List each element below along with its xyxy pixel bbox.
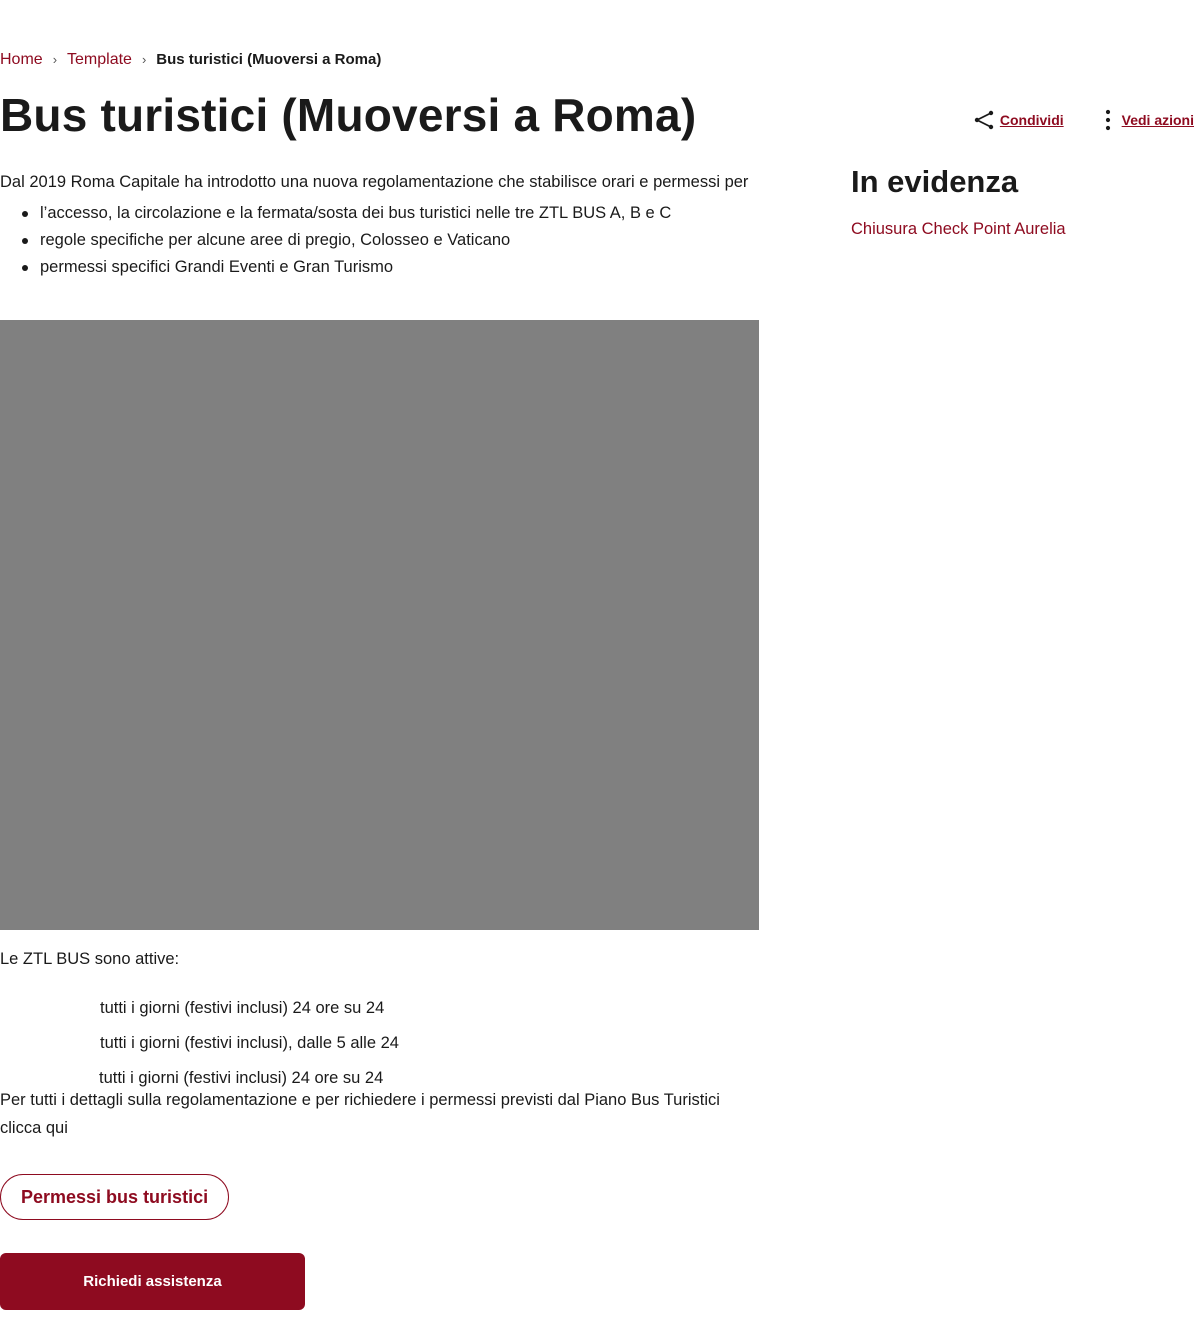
share-icon [972, 108, 996, 132]
breadcrumb-current: Bus turistici (Muoversi a Roma) [156, 51, 382, 68]
page-actions [972, 108, 1194, 132]
list-item: permessi specifici Grandi Eventi e Gran Turismo [22, 254, 760, 281]
main-content [0, 168, 760, 281]
request-assistance-button[interactable]: Richiedi assistenza [0, 1253, 305, 1310]
more-actions[interactable] [1098, 108, 1194, 132]
sidebar-title: In evidenza [851, 164, 1019, 199]
ztl-schedule-row: tutti i giorni (festivi inclusi) 24 ore su 24 [100, 999, 385, 1017]
sidebar [851, 162, 1191, 240]
breadcrumb [0, 50, 381, 70]
rules-list [0, 200, 760, 281]
breadcrumb-separator: › [141, 52, 147, 67]
ztl-active-label: Le ZTL BUS sono attive: [0, 950, 180, 968]
more-vertical-icon [1098, 108, 1118, 132]
list-item: regole specifiche per alcune aree di pregio, Colosseo e Vaticano [22, 227, 760, 254]
image-placeholder [0, 320, 759, 930]
list-item: l’accesso, la circolazione e la fermata/sosta dei bus turistici nelle tre ZTL BUS A, B e C [22, 200, 760, 227]
share-action[interactable] [972, 108, 1064, 132]
breadcrumb-template-link[interactable]: Template [67, 51, 132, 68]
intro-paragraph: Dal 2019 Roma Capitale ha introdotto una nuova regolamentazione che stabilisce orari e permessi per [0, 173, 749, 191]
sidebar-highlight-link[interactable]: Chiusura Check Point Aurelia [851, 220, 1066, 238]
permits-button[interactable]: Permessi bus turistici [0, 1174, 229, 1220]
ztl-schedule-row: tutti i giorni (festivi inclusi), dalle 5 alle 24 [100, 1034, 399, 1052]
breadcrumb-home-link[interactable]: Home [0, 51, 43, 68]
details-paragraph: Per tutti i dettagli sulla regolamentazione e per richiedere i permessi previsti dal Piano Bus Turistici clicca qui [0, 1091, 720, 1137]
breadcrumb-separator: › [52, 52, 58, 67]
ztl-schedule-row: tutti i giorni (festivi inclusi) 24 ore su 24 [99, 1069, 384, 1087]
share-link[interactable]: Condividi [999, 112, 1064, 128]
more-actions-link[interactable]: Vedi azioni [1121, 112, 1194, 128]
page-title: Bus turistici (Muoversi a Roma) [0, 89, 697, 141]
